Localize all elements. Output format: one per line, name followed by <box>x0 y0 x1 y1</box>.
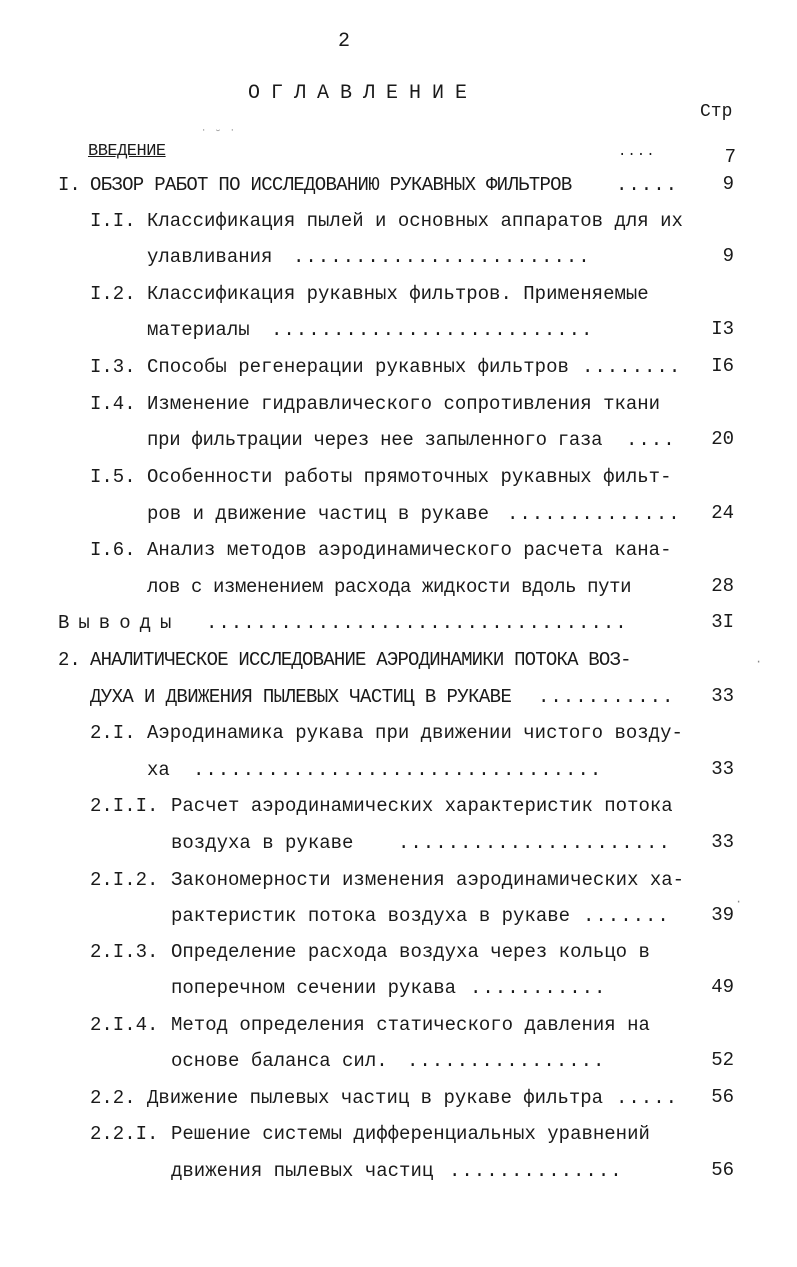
toc-entry-page: I3 <box>711 318 734 340</box>
toc-entry-page: 33 <box>711 685 734 707</box>
toc-entry-text-cont: воздуха в рукаве <box>171 832 354 854</box>
toc-entry-text: Метод определения статического давления на <box>171 1014 650 1036</box>
toc-entry-text: Выводы <box>58 612 181 634</box>
toc-entry-text: Особенности работы прямоточных рукавных фильт- <box>147 466 672 488</box>
toc-entry-dots: ........... <box>470 977 607 999</box>
toc-entry-text-cont: лов с изменением расхода жидкости вдоль пути <box>147 576 632 598</box>
toc-entry-dots: .......................... <box>271 319 594 341</box>
toc-entry-number: I.5. <box>90 466 136 488</box>
toc-entry-page: 20 <box>711 428 734 450</box>
scan-smudge: · <box>755 655 763 669</box>
toc-entry-dots: ........................ <box>293 246 591 268</box>
toc-entry-text: Изменение гидравлического сопротивления ткани <box>147 393 661 415</box>
toc-entry-text-cont: ров и движение частиц в рукаве <box>147 503 490 525</box>
toc-entry-dots: ................................. <box>193 759 603 781</box>
toc-entry-number: 2.I.I. <box>90 795 159 817</box>
toc-entry-page: 52 <box>711 1049 734 1071</box>
toc-entry-page: I6 <box>711 355 734 377</box>
toc-entry-text-cont: улавливания <box>147 246 273 268</box>
toc-entry-dots: ..... <box>616 174 679 196</box>
toc-entry-number: 2.2.I. <box>90 1123 159 1145</box>
toc-entry-text: АНАЛИТИЧЕСКОЕ ИССЛЕДОВАНИЕ АЭРОДИНАМИКИ ПОТОКА ВОЗ- <box>90 649 631 671</box>
toc-entry-page: 49 <box>711 976 734 998</box>
toc-entry-text: ОБЗОР РАБОТ ПО ИССЛЕДОВАНИЮ РУКАВНЫХ ФИЛЬТРОВ <box>90 174 572 196</box>
toc-entry-page: 9 <box>722 173 734 195</box>
toc-entry-text: Классификация рукавных фильтров. Применяемые <box>147 283 649 305</box>
page-column-header: Стр <box>700 102 733 122</box>
toc-entry-number: I.3. <box>90 356 136 378</box>
toc-entry-page: 33 <box>711 758 734 780</box>
toc-entry-text-cont: движения пылевых частиц <box>171 1160 434 1182</box>
toc-entry-number: I.6. <box>90 539 136 561</box>
toc-entry-page: 9 <box>722 245 734 267</box>
toc-entry-text-cont: ДУХА И ДВИЖЕНИЯ ПЫЛЕВЫХ ЧАСТИЦ В РУКАВЕ <box>90 686 512 708</box>
toc-entry-page: 28 <box>711 575 734 597</box>
toc-entry-text-cont: рактеристик потока воздуха в рукаве <box>171 905 571 927</box>
toc-entry-page: 7 <box>724 146 736 168</box>
toc-entry-dots: .............. <box>507 503 681 525</box>
toc-entry-number: I.2. <box>90 283 136 305</box>
toc-entry-dots: ....... <box>583 905 670 927</box>
page-number: 2 <box>338 30 351 53</box>
toc-entry-text: Анализ методов аэродинамического расчета кана- <box>147 539 672 561</box>
toc-entry-page: 56 <box>711 1086 734 1108</box>
toc-entry-dots: ...................... <box>398 832 671 854</box>
scan-smudge: · <box>735 895 743 909</box>
toc-entry-text: Аэродинамика рукава при движении чистого возду- <box>147 722 683 744</box>
toc-entry-dots: ................ <box>407 1050 606 1072</box>
toc-entry-number: 2.I.4. <box>90 1014 159 1036</box>
toc-entry-text: Закономерности изменения аэродинамических ха- <box>171 869 685 891</box>
toc-entry-dots: .................................. <box>206 612 628 634</box>
toc-entry-text-cont: при фильтрации через нее запыленного газа <box>147 429 603 451</box>
toc-entry-number: 2.I.3. <box>90 941 159 963</box>
toc-entry-dots: ........ <box>582 356 682 378</box>
page-title: ОГЛАВЛЕНИЕ <box>248 82 479 105</box>
toc-entry-text-cont: ха <box>147 759 170 781</box>
toc-entry-number: 2.2. <box>90 1087 136 1109</box>
toc-entry-text-cont: основе баланса сил. <box>171 1050 388 1072</box>
toc-entry-text: ВВЕДЕНИЕ <box>88 142 166 161</box>
toc-entry-dots: .... <box>618 144 656 160</box>
toc-entry-text: Классификация пылей и основных аппаратов для их <box>147 210 683 232</box>
toc-entry-text: Способы регенерации рукавных фильтров <box>147 356 569 378</box>
toc-entry-dots: ........... <box>538 686 675 708</box>
toc-entry-text: Расчет аэродинамических характеристик потока <box>171 795 673 817</box>
toc-entry-text-cont: материалы <box>147 319 250 341</box>
toc-entry-page: 56 <box>711 1159 734 1181</box>
toc-entry-number: I. <box>58 174 81 196</box>
toc-entry-number: 2.I.2. <box>90 869 159 891</box>
toc-entry-page: 33 <box>711 831 734 853</box>
toc-entry-dots: ..... <box>616 1087 679 1109</box>
toc-entry-dots: .............. <box>449 1160 623 1182</box>
toc-entry-text: Движение пылевых частиц в рукаве фильтра <box>147 1087 604 1109</box>
toc-entry-text: Определение расхода воздуха через кольцо в <box>171 941 650 963</box>
toc-entry-number: I.I. <box>90 210 136 232</box>
toc-entry-page: 3I <box>711 611 734 633</box>
toc-entry-text-cont: поперечном сечении рукава <box>171 977 457 999</box>
toc-entry-page: 24 <box>711 502 734 524</box>
toc-entry-page: 39 <box>711 904 734 926</box>
toc-entry-number: 2.I. <box>90 722 136 744</box>
toc-entry-text: Решение системы дифференциальных уравнений <box>171 1123 650 1145</box>
toc-entry-dots: .... <box>626 429 676 451</box>
toc-entry-number: I.4. <box>90 393 136 415</box>
toc-entry-number: 2. <box>58 649 81 671</box>
scan-smudge: ˙ ˘ ˙ <box>200 128 237 142</box>
